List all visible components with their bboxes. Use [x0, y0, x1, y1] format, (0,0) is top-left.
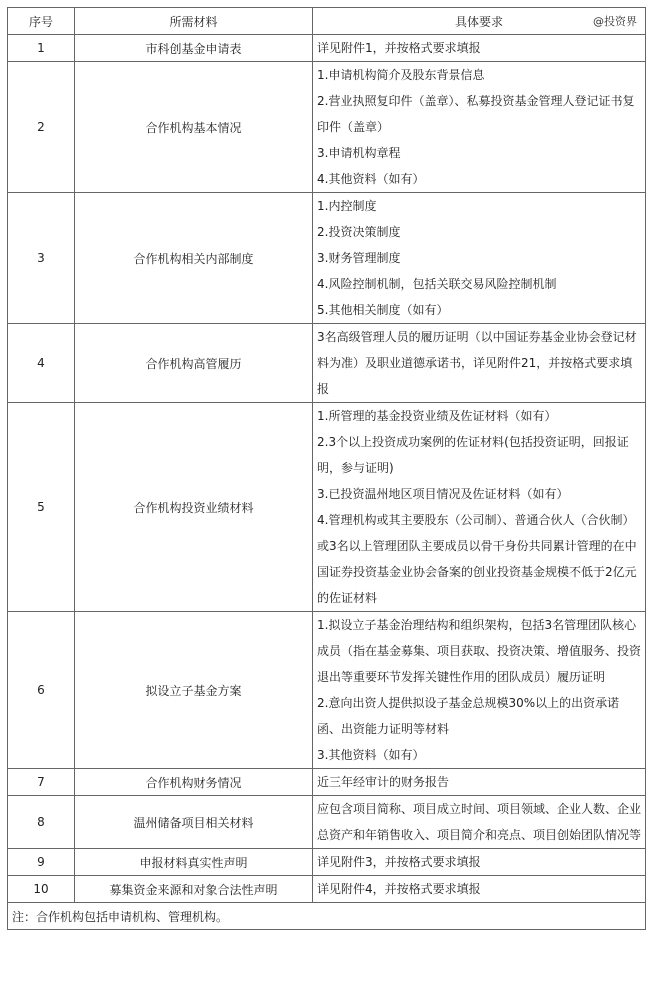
row-number: 4 [8, 324, 75, 403]
row-material: 合作机构财务情况 [75, 769, 313, 796]
requirement-item: 2.营业执照复印件（盖章）、私募投资基金管理人登记证书复印件（盖章） [317, 94, 635, 134]
row-requirement [313, 35, 646, 62]
row-requirement [313, 324, 646, 403]
row-requirement [313, 403, 646, 612]
row-requirement [313, 769, 646, 796]
table-row [8, 403, 646, 612]
table-header-row [8, 8, 646, 35]
header-requirement [313, 8, 646, 35]
row-material: 市科创基金申请表 [75, 35, 313, 62]
requirement-item: 3.其他资料（如有） [317, 748, 425, 762]
table-row [8, 324, 646, 403]
row-material: 合作机构相关内部制度 [75, 193, 313, 324]
row-requirement [313, 849, 646, 876]
requirement-item: 近三年经审计的财务报告 [317, 775, 450, 789]
row-number: 6 [8, 612, 75, 769]
row-material: 合作机构高管履历 [75, 324, 313, 403]
requirement-item: 3.申请机构章程 [317, 146, 401, 160]
table-row [8, 193, 646, 324]
row-material: 温州储备项目相关材料 [75, 796, 313, 849]
row-number: 1 [8, 35, 75, 62]
row-number: 2 [8, 62, 75, 193]
table-row [8, 769, 646, 796]
table-body [8, 35, 646, 903]
row-number: 9 [8, 849, 75, 876]
requirement-item: 1.所管理的基金投资业绩及佐证材料（如有） [317, 409, 557, 423]
row-requirement [313, 612, 646, 769]
row-material: 合作机构投资业绩材料 [75, 403, 313, 612]
row-material: 申报材料真实性声明 [75, 849, 313, 876]
requirement-item: 2.3个以上投资成功案例的佐证材料(包括投资证明，回报证明，参与证明) [317, 435, 629, 475]
row-number: 8 [8, 796, 75, 849]
row-material: 拟设立子基金方案 [75, 612, 313, 769]
row-number: 10 [8, 876, 75, 903]
table-row [8, 876, 646, 903]
requirement-item: 详见附件4，并按格式要求填报 [317, 882, 481, 896]
requirement-item: 1.内控制度 [317, 199, 377, 213]
row-material: 合作机构基本情况 [75, 62, 313, 193]
table-row [8, 35, 646, 62]
table-note: 注：合作机构包括申请机构、管理机构。 [8, 903, 646, 930]
requirement-item: 详见附件3，并按格式要求填报 [317, 855, 481, 869]
materials-table [7, 7, 646, 930]
requirement-item: 4.风险控制机制，包括关联交易风险控制机制 [317, 277, 557, 291]
header-requirement-label: 具体要求 [454, 14, 503, 29]
requirement-item: 1.申请机构简介及股东背景信息 [317, 68, 485, 82]
row-material: 募集资金来源和对象合法性声明 [75, 876, 313, 903]
row-requirement [313, 193, 646, 324]
header-material: 所需材料 [75, 8, 313, 35]
table-row [8, 62, 646, 193]
note-row [8, 903, 646, 930]
table-row [8, 612, 646, 769]
watermark: @投资界 [593, 15, 637, 28]
requirement-item: 3.已投资温州地区项目情况及佐证材料（如有） [317, 487, 569, 501]
row-requirement [313, 876, 646, 903]
requirement-item: 5.其他相关制度（如有） [317, 303, 449, 317]
row-number: 7 [8, 769, 75, 796]
row-number: 5 [8, 403, 75, 612]
row-number: 3 [8, 193, 75, 324]
header-seq: 序号 [8, 8, 75, 35]
requirement-item: 2.意向出资人提供拟设子基金总规模30%以上的出资承诺函、出资能力证明等材料 [317, 696, 620, 736]
requirement-item: 4.其他资料（如有） [317, 172, 425, 186]
table-row [8, 849, 646, 876]
table-row [8, 796, 646, 849]
requirement-item: 详见附件1，并按格式要求填报 [317, 41, 481, 55]
row-requirement [313, 62, 646, 193]
requirement-item: 应包含项目简称、项目成立时间、项目领域、企业人数、企业总资产和年销售收入、项目简介和亮点、项目创始团队情况等 [317, 802, 642, 842]
requirement-item: 2.投资决策制度 [317, 225, 401, 239]
requirement-item: 1.拟设立子基金治理结构和组织架构，包括3名管理团队核心成员（指在基金募集、项目获取、投资决策、增值服务、投资退出等重要环节发挥关键性作用的团队成员）履历证明 [317, 618, 642, 684]
row-requirement [313, 796, 646, 849]
requirement-item: 3名高级管理人员的履历证明（以中国证券基金业协会登记材料为准）及职业道德承诺书，详见附件21，并按格式要求填报 [317, 330, 637, 396]
requirement-item: 3.财务管理制度 [317, 251, 401, 265]
requirement-item: 4.管理机构或其主要股东（公司制）、普通合伙人（合伙制）或3名以上管理团队主要成员以骨干身份共同累计管理的在中国证券投资基金业协会备案的创业投资基金规模不低于2亿元的佐证材料 [317, 513, 637, 605]
